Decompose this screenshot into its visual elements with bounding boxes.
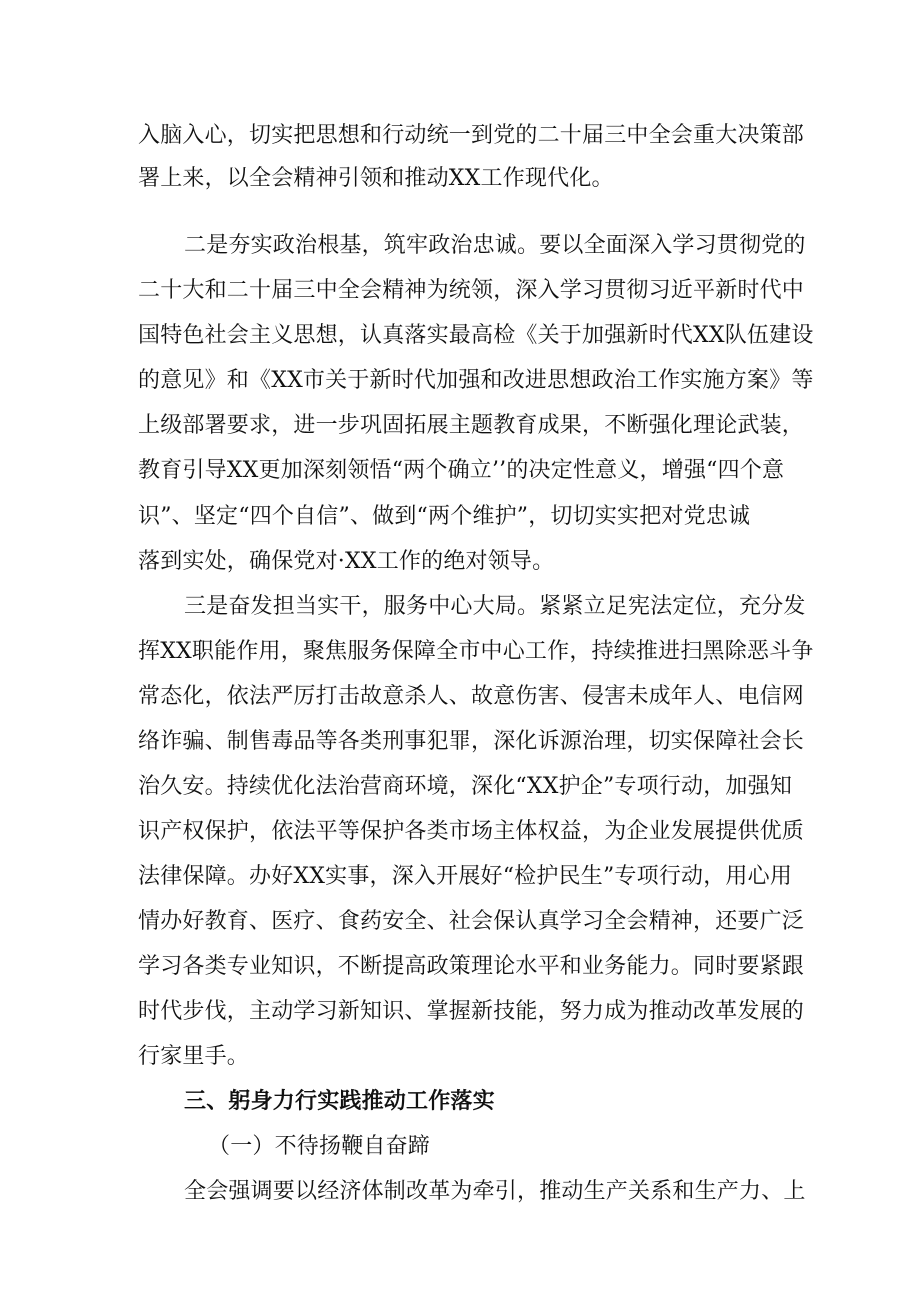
paragraph-line: 教育引导XX更加深刻领悟“两个确立’’的决定性意义，增强“四个意	[138, 458, 785, 483]
paragraph-line: 落到实处，确保党对·XX工作的绝对领导。	[138, 549, 555, 574]
paragraph-line: 入脑入心，切实把思想和行动统一到党的二十届三中全会重大决策部	[138, 123, 805, 148]
paragraph-line: 上级部署要求，进一步巩固拓展主题教育成果，不断强化理论武装，	[138, 413, 805, 438]
paragraph-line: 国特色社会主义思想，认真落实最高检《关于加强新时代XX队伍建设	[138, 323, 814, 348]
paragraph-line: 情办好教育、医疗、食药安全、社会保认真学习全会精神，还要广泛	[138, 909, 805, 934]
paragraph-line: 学习各类专业知识，不断提高政策理论水平和业务能力。同时要紧跟	[138, 954, 805, 979]
paragraph-line: 的意见》和《XX市关于新时代加强和改进思想政治工作实施方案》等	[138, 368, 814, 393]
paragraph-line: 络诈骗、制售毒品等各类刑事犯罪，深化诉源治理，切实保障社会长	[138, 729, 805, 754]
paragraph-line: 署上来，以全会精神引领和推动XX工作现代化。	[138, 166, 614, 191]
paragraph-line: 挥XX职能作用，聚焦服务保障全市中心工作，持续推进扫黑除恶斗争	[138, 639, 814, 664]
paragraph-line: 二十大和二十届三中全会精神为统领，深入学习贯彻习近平新时代中	[138, 278, 805, 303]
paragraph-line: 法律保障。办好XX实事，深入开展好“检护民生”专项行动，用心用	[138, 864, 793, 889]
subsection-heading: （一）不待扬鞭自奋蹄	[208, 1134, 431, 1159]
paragraph-line: 时代步伐，主动学习新知识、掌握新技能，努力成为推动改革发展的	[138, 999, 805, 1024]
paragraph-line: 二是夯实政治根基，筑牢政治忠诚。要以全面深入学习贯彻党的	[184, 233, 806, 258]
section-heading: 三、躬身力行实践推动工作落实	[184, 1089, 495, 1114]
paragraph-line: 全会强调要以经济体制改革为牵引，推动生产关系和生产力、上	[184, 1179, 806, 1204]
paragraph-line: 常态化，依法严厉打击故意杀人、故意伤害、侵害未成年人、电信网	[138, 684, 805, 709]
paragraph-line: 治久安。持续优化法治营商环境，深化“XX护企”专项行动，加强知	[138, 774, 793, 799]
paragraph-line: 三是奋发担当实干，服务中心大局。紧紧立足宪法定位，充分发	[184, 594, 806, 619]
paragraph-line: 识产权保护，依法平等保护各类市场主体权益，为企业发展提供优质	[138, 819, 805, 844]
paragraph-line: 识”、坚定“四个自信”、做到“两个维护”，切切实实把对党忠诚	[138, 504, 751, 529]
paragraph-line: 行家里手。	[138, 1044, 250, 1069]
